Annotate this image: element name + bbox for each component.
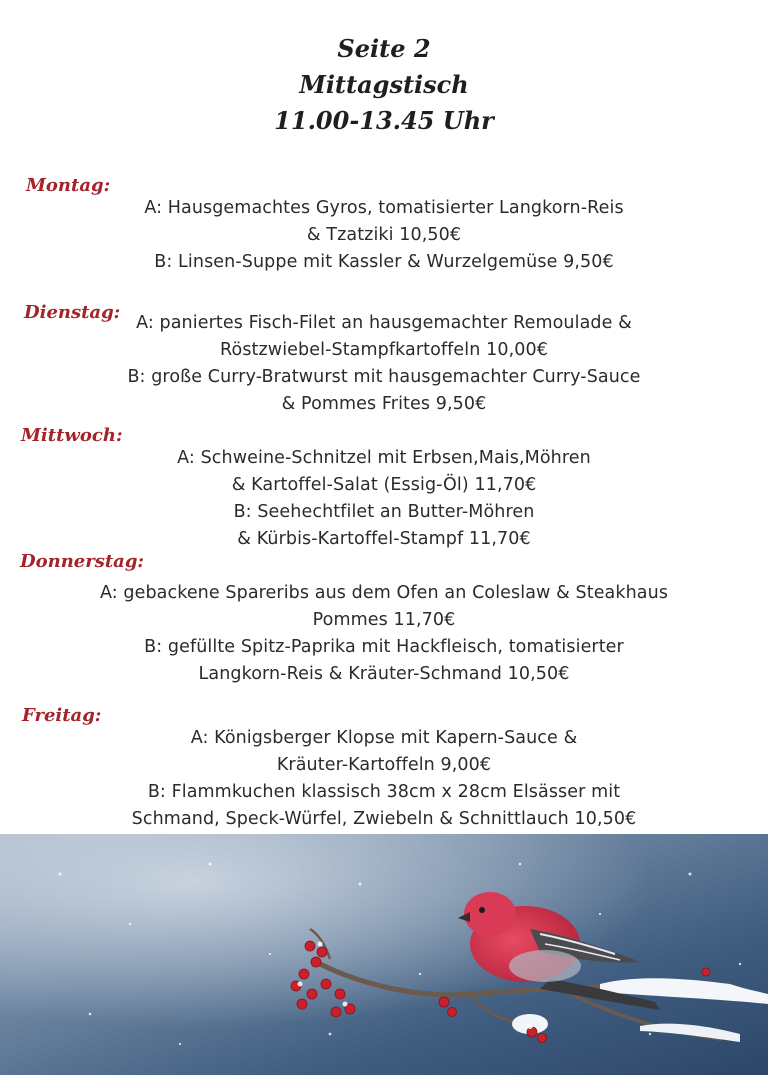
menu-line: & Kürbis-Kartoffel-Stampf 11,70€ (237, 529, 531, 549)
day-label-montag: Montag: (26, 175, 111, 196)
menu-line: Kräuter-Kartoffeln 9,00€ (276, 755, 492, 775)
menu-line: A: Hausgemachtes Gyros, tomatisierter Langkorn-Reis (144, 198, 624, 218)
menu-line: & Pommes Frites 9,50€ (281, 394, 487, 414)
menu-line: B: große Curry-Bratwurst mit hausgemachter Curry-Sauce (127, 367, 641, 387)
menu-line: A: gebackene Spareribs aus dem Ofen an Coleslaw & Steakhaus (99, 583, 669, 603)
menu-line: B: Linsen-Suppe mit Kassler & Wurzelgemüse 9,50€ (154, 252, 614, 272)
day-label-mittwoch: Mittwoch: (21, 425, 123, 446)
day-label-donnerstag: Donnerstag: (20, 551, 145, 572)
menu-line: A: paniertes Fisch-Filet an hausgemachter Remoulade & (136, 313, 632, 333)
menu-title: Mittagstisch (299, 70, 469, 99)
menu-line: Langkorn-Reis & Kräuter-Schmand 10,50€ (198, 664, 570, 684)
menu-line: B: Flammkuchen klassisch 38cm x 28cm Elsässer mit (147, 782, 621, 802)
menu-line: Pommes 11,70€ (312, 610, 456, 630)
winter-bird-photo (0, 834, 768, 1075)
menu-line: B: gefüllte Spitz-Paprika mit Hackfleisch, tomatisierter (144, 637, 624, 657)
menu-line: & Kartoffel-Salat (Essig-Öl) 11,70€ (231, 475, 537, 495)
menu-line: Schmand, Speck-Würfel, Zwiebeln & Schnittlauch 10,50€ (131, 809, 637, 829)
menu-line: A: Schweine-Schnitzel mit Erbsen,Mais,Möhren (177, 448, 591, 468)
page-number: Seite 2 (337, 34, 431, 63)
menu-line: B: Seehechtfilet an Butter-Möhren (233, 502, 535, 522)
day-label-freitag: Freitag: (22, 705, 102, 726)
menu-line: A: Königsberger Klopse mit Kapern-Sauce & (190, 728, 578, 748)
opening-hours: 11.00-13.45 Uhr (274, 106, 494, 135)
menu-line: Röstzwiebel-Stampfkartoffeln 10,00€ (220, 340, 548, 360)
day-label-dienstag: Dienstag: (24, 302, 121, 323)
menu-line: & Tzatziki 10,50€ (306, 225, 462, 245)
